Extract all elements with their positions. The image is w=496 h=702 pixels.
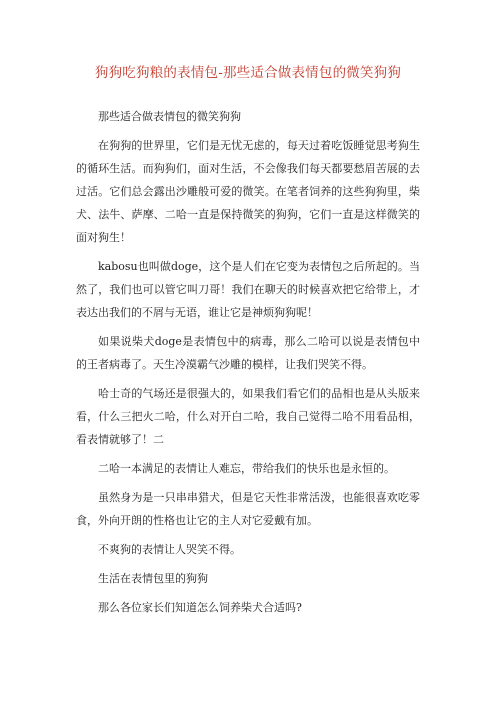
paragraph: kabosu也叫做doge，这个是人们在它变为表情包之后所起的。当然了，我们也可以管它叫刀哥！我们在聊天的时候喜欢把它给带上，才表达出我们的不屑与无语，谁让它是神烦狗狗呢！ — [76, 260, 420, 319]
paragraph: 那些适合做表情包的微笑狗狗 — [98, 110, 241, 123]
paragraph: 哈士奇的气场还是很强大的，如果我们看它们的品相也是从头版来看，什么三把火二哈，什么对开白二哈，我自己觉得二哈不用看品相，看表情就够了！二 — [76, 387, 420, 446]
paragraph: 生活在表情包里的狗狗 — [98, 572, 208, 585]
paragraph: 在狗狗的世界里，它们是无忧无虑的，每天过着吃饭睡觉思考狗生的循环生活。而狗狗们，面对生活，不会像我们每天都要愁眉苦展的去过活。它们总会露出沙雕般可爱的微笑。在笔者饲养的这些狗狗里，柴犬、法牛、萨摩、二哈一直是保持微笑的狗狗，它们一直是这样微笑的面对狗生！ — [76, 139, 420, 244]
paragraph: 虽然身为是一只串串猎犬，但是它天性非常活泼，也能很喜欢吃零食，外向开朗的性格也让它的主人对它爱戴有加。 — [76, 491, 420, 527]
document-body — [76, 105, 420, 619]
paragraph: 不爽狗的表情让人哭笑不得。 — [98, 543, 241, 556]
document-title: 狗狗吃狗粮的表情包-那些适合做表情包的微笑狗狗 — [94, 65, 402, 81]
paragraph: 二哈一本满足的表情让人难忘，带给我们的快乐也是永恒的。 — [98, 462, 395, 475]
paragraph: 如果说柴犬doge是表情包中的病毒，那么二哈可以说是表情包中的王者病毒了。天生冷漠霸气沙雕的模样，让我们哭笑不得。 — [76, 335, 420, 371]
paragraph: 那么各位家长们知道怎么饲养柴犬合适吗? — [98, 601, 302, 614]
